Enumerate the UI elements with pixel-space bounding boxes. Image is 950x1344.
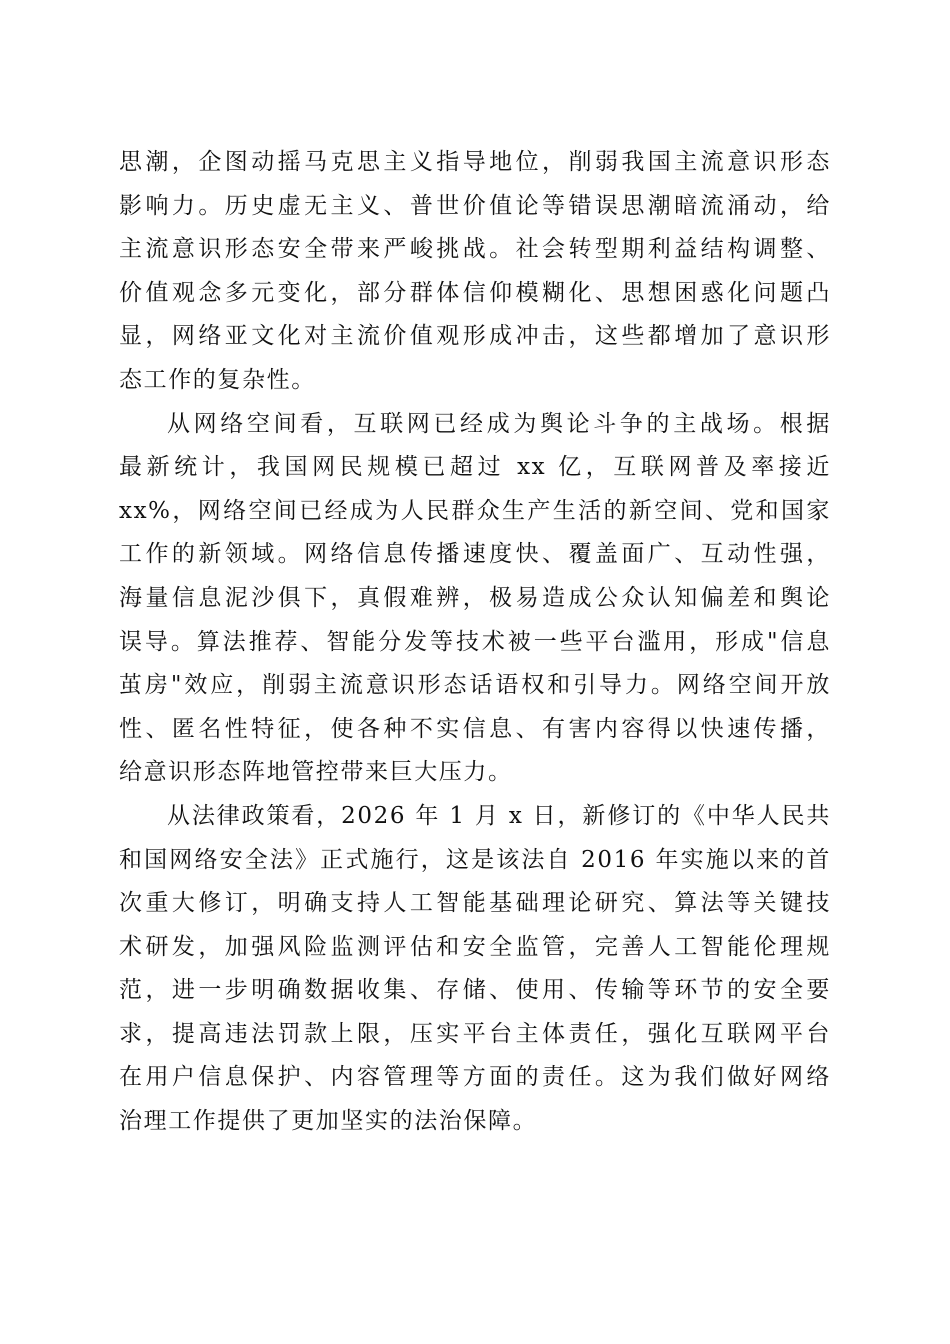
text-line: 在用户信息保护、内容管理等方面的责任。这为我们做好网络 (119, 1064, 831, 1091)
text-line: 术研发，加强风险监测评估和安全监管，完善人工智能伦理规 (119, 933, 831, 960)
text-line: 显，网络亚文化对主流价值观形成冲击，这些都增加了意识形 (119, 323, 831, 350)
text-line: 价值观念多元变化，部分群体信仰模糊化、思想困惑化问题凸 (119, 279, 831, 306)
text-line: 最新统计，我国网民规模已超过 xx 亿，互联网普及率接近 (119, 454, 831, 481)
text-line: 态工作的复杂性。 (119, 366, 316, 393)
paragraph-law-policy (119, 795, 831, 1144)
text-line: 海量信息泥沙俱下，真假难辨，极易造成公众认知偏差和舆论 (119, 584, 831, 611)
text-line: 求，提高违法罚款上限，压实平台主体责任，强化互联网平台 (119, 1020, 831, 1047)
text-line: 影响力。历史虚无主义、普世价值论等错误思潮暗流涌动，给 (119, 192, 831, 219)
text-line: 治理工作提供了更加坚实的法治保障。 (119, 1108, 538, 1135)
text-line: 给意识形态阵地管控带来巨大压力。 (119, 759, 513, 786)
text-line: 主流意识形态安全带来严峻挑战。社会转型期利益结构调整、 (119, 236, 831, 263)
text-line: 次重大修订，明确支持人工智能基础理论研究、算法等关键技 (119, 890, 831, 917)
paragraph-cyberspace (119, 403, 831, 795)
text-line: 工作的新领域。网络信息传播速度快、覆盖面广、互动性强， (119, 541, 831, 568)
text-line: 范，进一步明确数据收集、存储、使用、传输等环节的安全要 (119, 977, 831, 1004)
text-line: 茧房"效应，削弱主流意识形态话语权和引导力。网络空间开放 (119, 672, 831, 699)
text-line: 误导。算法推荐、智能分发等技术被一些平台滥用，形成"信息 (119, 628, 831, 655)
text-line: xx%，网络空间已经成为人民群众生产生活的新空间、党和国家 (119, 497, 831, 524)
text-line: 从网络空间看，互联网已经成为舆论斗争的主战场。根据 (167, 410, 831, 437)
text-line: 思潮，企图动摇马克思主义指导地位，削弱我国主流意识形态 (119, 149, 831, 175)
text-line: 和国网络安全法》正式施行，这是该法自 2016 年实施以来的首 (119, 846, 831, 873)
paragraph-ideology-challenges (119, 141, 831, 403)
document-body (119, 141, 831, 1144)
text-line: 从法律政策看，2026 年 1 月 x 日，新修订的《中华人民共 (167, 802, 831, 829)
text-line: 性、匿名性特征，使各种不实信息、有害内容得以快速传播， (119, 715, 831, 742)
